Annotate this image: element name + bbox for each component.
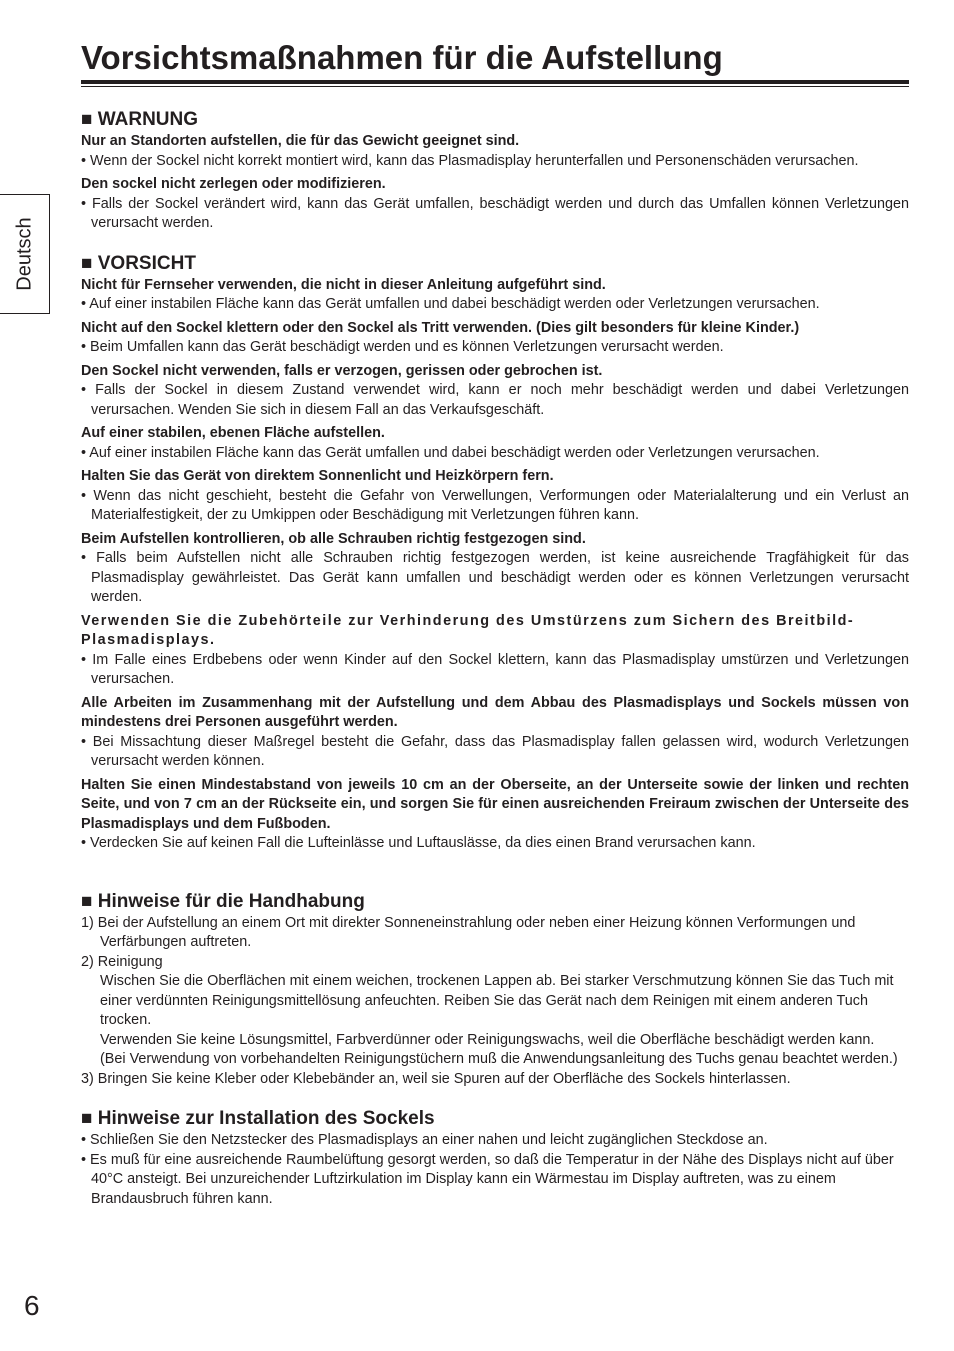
handhabung-item-2-paragraph-1: Wischen Sie die Oberflächen mit einem weichen, trockenen Lappen ab. Bei starker Verschmutzung können Sie das Tuch mit einer verdünnten Reinigungsmittellösung anfeuchten. Reiben Sie das Gerät nach dem Reinigen mit einem anderen Tuch trocken.	[100, 973, 894, 1028]
warnung-item-1-text: • Wenn der Sockel nicht korrekt montiert wird, kann das Plasmadisplay herunterfallen und Personenschäden verursachen.	[81, 152, 859, 169]
page-title: Vorsichtsmaßnahmen für die Aufstellung	[81, 39, 723, 76]
vorsicht-item-5-text: • Wenn das nicht geschieht, besteht die Gefahr von Verwellungen, Verformungen oder Materialalterung und ein Verlust an Materialfestigkeit, der zu Umkippen oder Beschädigung mit Verletzungen führen kann.	[81, 487, 909, 523]
warnung-item-2-title: Den sockel nicht zerlegen oder modifizieren.	[81, 176, 386, 192]
vorsicht-item-8-text: • Bei Missachtung dieser Maßregel besteht die Gefahr, dass das Plasmadisplay fallen gelassen wird, wodurch Verletzungen verursacht werden können.	[81, 733, 909, 769]
language-tab-label: Deutsch	[13, 217, 35, 291]
warnung-item-2-text: • Falls der Sockel verändert wird, kann das Gerät umfallen, beschädigt werden und durch das Umfallen können Verletzungen verursacht werden.	[81, 195, 909, 231]
handhabung-item-2-paragraph-3: (Bei Verwendung von vorbehandelten Reinigungstüchern muß die Anwendungsanleitung des Tuchs genau beachtet werden.)	[100, 1051, 898, 1067]
vorsicht-item-8-title: Alle Arbeiten im Zusammenhang mit der Aufstellung und dem Abbau des Plasmadisplays und Sockels müssen von mindestens drei Personen ausgeführt werden.	[81, 694, 909, 730]
vorsicht-item-7-title: Verwenden Sie die Zubehörteile zur Verhinderung des Umstürzens zum Sichern des Breitbild-Plasmadisplays.	[81, 612, 855, 648]
vorsicht-item-9-title: Halten Sie einen Mindestabstand von jeweils 10 cm an der Oberseite, an der Unterseite sowie der linken und rechten Seite, und von 7 cm an der Rückseite ein, und sorgen Sie für einen ausreichenden Freiraum zwischen der Unterseite des Plasmadisplays und dem Fußboden.	[81, 776, 909, 832]
handhabung-item-2-label: 2) Reinigung	[81, 953, 163, 970]
title-rule-thin	[81, 86, 909, 87]
handhabung-item-1: 1) Bei der Aufstellung an einem Ort mit direkter Sonneneinstrahlung oder neben einer Heizung können Verformungen und Verfärbungen auftreten.	[81, 914, 856, 950]
vorsicht-item-2-text: • Beim Umfallen kann das Gerät beschädigt werden und es können Verletzungen verursacht werden.	[81, 339, 724, 355]
vorsicht-item-3-title: Den Sockel nicht verwenden, falls er verzogen, gerissen oder gebrochen ist.	[81, 362, 603, 379]
title-rule	[81, 80, 909, 84]
installation-bullet-1: • Schließen Sie den Netzstecker des Plasmadisplays an einer nahen und leicht zugänglichen Steckdose an.	[81, 1132, 768, 1148]
vorsicht-item-1-text: • Auf einer instabilen Fläche kann das Gerät umfallen und dabei beschädigt werden oder Verletzungen verursachen.	[81, 296, 820, 312]
language-tab	[0, 194, 50, 314]
page-content	[81, 108, 909, 1209]
section-handhabung	[81, 890, 909, 1090]
vorsicht-item-2-title: Nicht auf den Sockel klettern oder den Sockel als Tritt verwenden. (Dies gilt besonders für kleine Kinder.)	[81, 319, 800, 336]
warnung-item-1-title: Nur an Standorten aufstellen, die für das Gewicht geeignet sind.	[81, 133, 520, 149]
vorsicht-item-4-title: Auf einer stabilen, ebenen Fläche aufstellen.	[81, 425, 385, 441]
section-warnung	[81, 108, 909, 234]
vorsicht-item-6-text: • Falls beim Aufstellen nicht alle Schrauben richtig festgezogen werden, ist keine ausreichende Tragfähigkeit für das Plasmadisplay gewährleistet. Das Gerät kann umfallen und beschädigt werden oder es können Verletzungen verursacht werden.	[81, 550, 909, 605]
vorsicht-heading: ■ VORSICHT	[81, 252, 196, 274]
handhabung-heading: ■ Hinweise für die Handhabung	[81, 890, 365, 912]
warnung-heading: ■ WARNUNG	[81, 109, 199, 130]
installation-heading: ■ Hinweise zur Installation des Sockels	[81, 1108, 435, 1129]
vorsicht-item-5-title: Halten Sie das Gerät von direktem Sonnenlicht und Heizkörpern fern.	[81, 468, 554, 484]
section-vorsicht	[81, 252, 909, 854]
vorsicht-item-1-title: Nicht für Fernseher verwenden, die nicht in dieser Anleitung aufgeführt sind.	[81, 276, 606, 293]
installation-bullet-2: • Es muß für eine ausreichende Raumbelüftung gesorgt werden, so daß die Temperatur in der Nähe des Displays nicht auf über 40°C ansteigt. Bei unzureichender Luftzirkulation im Display kann ein Wärmestau im Display auftreten, was zu einem Brandausbruch führen kann.	[81, 1151, 894, 1207]
vorsicht-item-4-text: • Auf einer instabilen Fläche kann das Gerät umfallen und dabei beschädigt werden oder Verletzungen verursachen.	[81, 444, 820, 461]
page-number: 6	[24, 1290, 40, 1321]
vorsicht-item-9-text: • Verdecken Sie auf keinen Fall die Lufteinlässe und Luftauslässe, da dies einen Brand verursachen kann.	[81, 835, 756, 851]
vorsicht-item-6-title: Beim Aufstellen kontrollieren, ob alle Schrauben richtig festgezogen sind.	[81, 530, 586, 547]
vorsicht-item-3-text: • Falls der Sockel in diesem Zustand verwendet wird, kann er noch mehr beschädigt werden und dabei Verletzungen verursachen. Wenden Sie sich in diesem Fall an das Verkaufsgeschäft.	[81, 382, 909, 418]
vorsicht-item-7-text: • Im Falle eines Erdbebens oder wenn Kinder auf den Sockel klettern, kann das Plasmadisplay umstürzen und Verletzungen verursachen.	[81, 651, 909, 687]
handhabung-item-3: 3) Bringen Sie keine Kleber oder Klebebänder an, weil sie Spuren auf der Oberfläche des Sockels hinterlassen.	[81, 1070, 791, 1087]
handhabung-item-2-paragraph-2: Verwenden Sie keine Lösungsmittel, Farbverdünner oder Reinigungswachs, weil die Oberfläche beschädigt werden kann.	[100, 1031, 875, 1048]
section-installation	[81, 1107, 909, 1209]
